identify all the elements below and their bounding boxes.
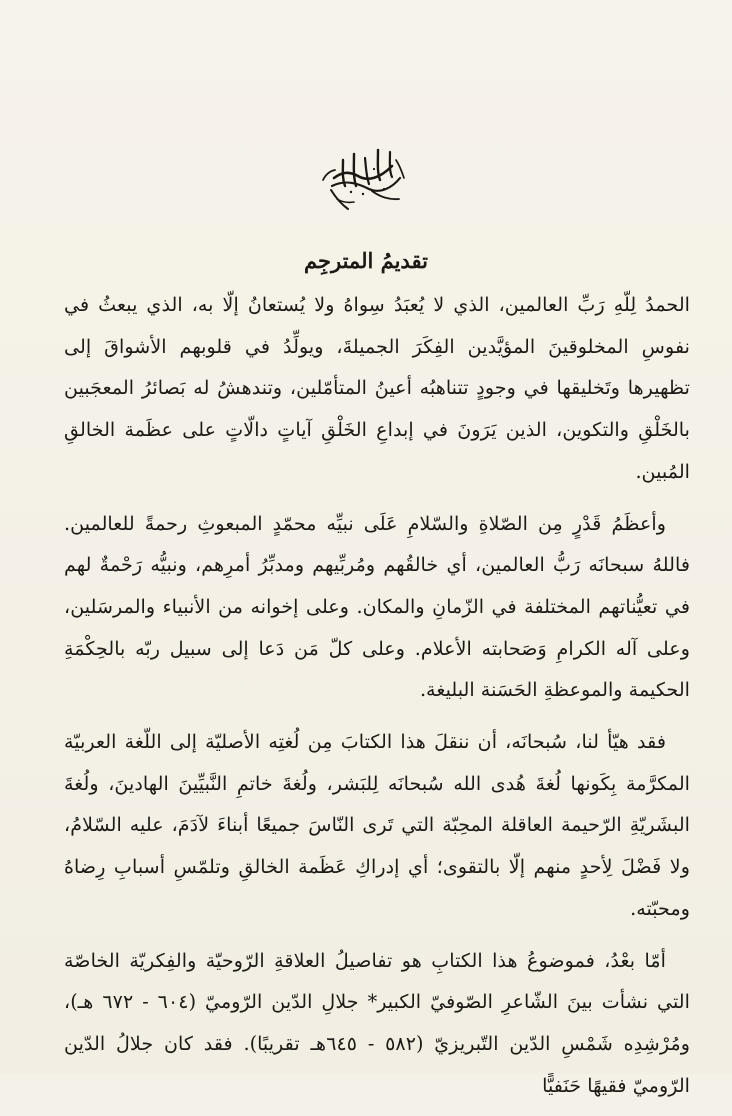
paragraph-4: أمّا بعْدُ، فموضوعُ هذا الكتابِ هو تفاصيلُ العلاقةِ الرّوحيّة والفِكريّة الخاصّة التي نشأت بينَ الشّاعرِ الصّوفيّ الكبير* جلالِ الدّين الرّوميّ (٦٠٤ - ٦٧٢ هـ)، ومُرْشِدِه شَمْسِ الدّين التّبريزيّ (٥٨٢ - ٦٤٥هـ تقريبًا). فقد كان جلالُ الدّين الرّوميّ فقيهًا حَنَفيًّا xyxy=(64,948,690,1097)
paragraph-1: الحمدُ لِلّهِ رَبِّ العالمين، الذي لا يُعبَدُ سِواهُ ولا يُستعانُ إلّا به، الذي يبعثُ في نفوسِ المخلوقينَ المؤيَّدين الفِكَرَ الجميلةَ، ويولِّدُ في قلوبهم الأشواقَ إلى تظهيرها وتَخليقها في وجودٍ تتناهبُه أعينُ المتأمّلين، وتندهشُ له بَصائرُ المعجَبين بالخَلْقِ والتكوين، الذين يَرَونَ في إبداعِ الخَلْقِ آياتٍ دالّاتٍ على عظَمة الخالقِ المُبين. xyxy=(64,293,690,483)
basmala-calligraphy xyxy=(314,142,412,220)
page-title: تقديمُ المترجِم xyxy=(304,248,428,273)
paragraph-2: وأعظَمُ قَدْرٍ مِن الصّلاةِ والسّلامِ عَلَى نبيِّه محمّدٍ المبعوثِ رحمةً للعالمين. فاللهُ سبحانَه رَبُّ العالمين، أي خالقُهم ومُربِّيهم ومدبِّرُ أمرِهم، ونبيُّه رَحْمةٌ لهم في تعيُّناتهم المختلفة في الزّمانِ والمكان. وعلى إخوانه من الأنبياء والمرسَلين، وعلى آله الكرامِ وَصَحابته الأعلام. وعلى كلّ مَن دَعا إلى سبيل ربّه بالحِكْمَةِ الحكيمة والموعظةِ الحَسَنة البليغة. xyxy=(64,511,690,702)
body-text xyxy=(64,284,690,1116)
basmala-calligraphy-icon xyxy=(314,142,412,220)
paragraph-3: فقد هيّأ لنا، سُبحانَه، أن ننقلَ هذا الكتابَ مِن لُغتِه الأصليّة إلى اللّغة العربيّة المكرَّمة بِكَونها لُغةَ هُدى الله سُبحانَه لِلبَشر، ولُغةَ خاتمِ النَّبيِّينَ الهادينَ، ولُغةَ البشَريّةِ الرّحيمة العاقلة المحِبّة التي تَرى النّاسَ جميعًا أبناءَ لآدَمَ، عليه السّلامُ، ولا فَضْلَ لِأحدٍ منهم إلّا بالتقوى؛ أي إدراكِ عَظَمة الخالقِ وتلمّسِ أسبابِ رِضاهُ ومحبّته. xyxy=(64,730,690,920)
